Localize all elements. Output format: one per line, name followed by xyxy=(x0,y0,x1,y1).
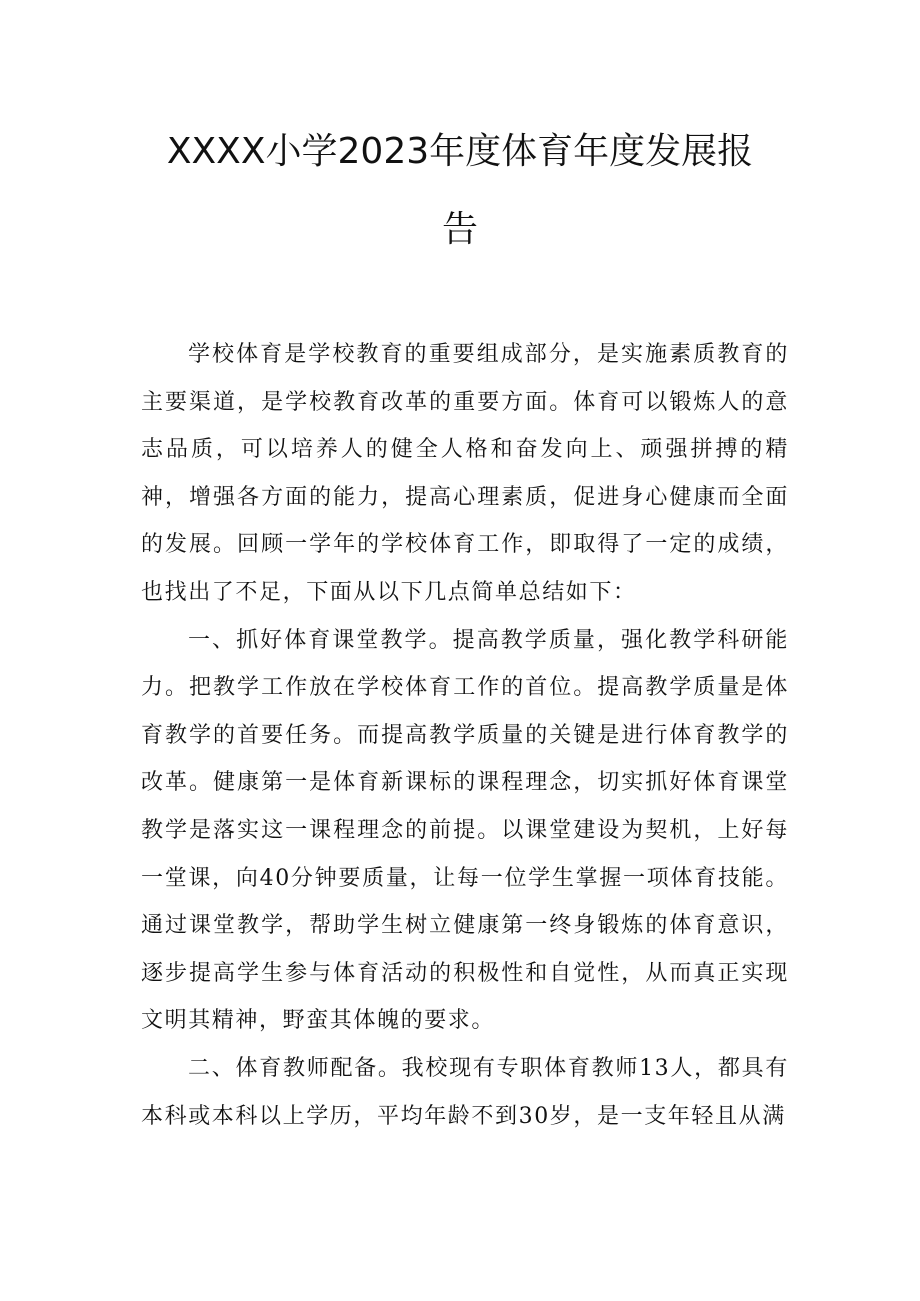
document-title-line-1: XXXX小学2023年度体育年度发展报 xyxy=(166,131,754,172)
document-body xyxy=(141,331,789,1140)
paragraph-intro: 学校体育是学校教育的重要组成部分，是实施素质教育的主要渠道，是学校教育改革的重要方面。体育可以锻炼人的意志品质，可以培养人的健全人格和奋发向上、顽强拼搏的精神，增强各方面的能力，提高心理素质，促进身心健康而全面的发展。回顾一学年的学校体育工作，即取得了一定的成绩，也找出了不足，下面从以下几点简单总结如下： xyxy=(141,342,789,605)
document-title-line-2: 告 xyxy=(441,209,478,250)
paragraph-section-1: 一、抓好体育课堂教学。提高教学质量，强化教学科研能力。把教学工作放在学校体育工作的首位。提高教学质量是体育教学的首要任务。而提高教学质量的关键是进行体育教学的改革。健康第一是体育新课标的课程理念，切实抓好体育课堂教学是落实这一课程理念的前提。以课堂建设为契机，上好每一堂课，向40分钟要质量，让每一位学生掌握一项体育技能。通过课堂教学，帮助学生树立健康第一终身锻炼的体育意识，逐步提高学生参与体育活动的积极性和自觉性，从而真正实现文明其精神，野蛮其体魄的要求。 xyxy=(141,627,789,1034)
paragraph-section-2: 二、体育教师配备。我校现有专职体育教师13人，都具有本科或本科以上学历，平均年龄不到30岁，是一支年轻且从满 xyxy=(141,1055,789,1129)
